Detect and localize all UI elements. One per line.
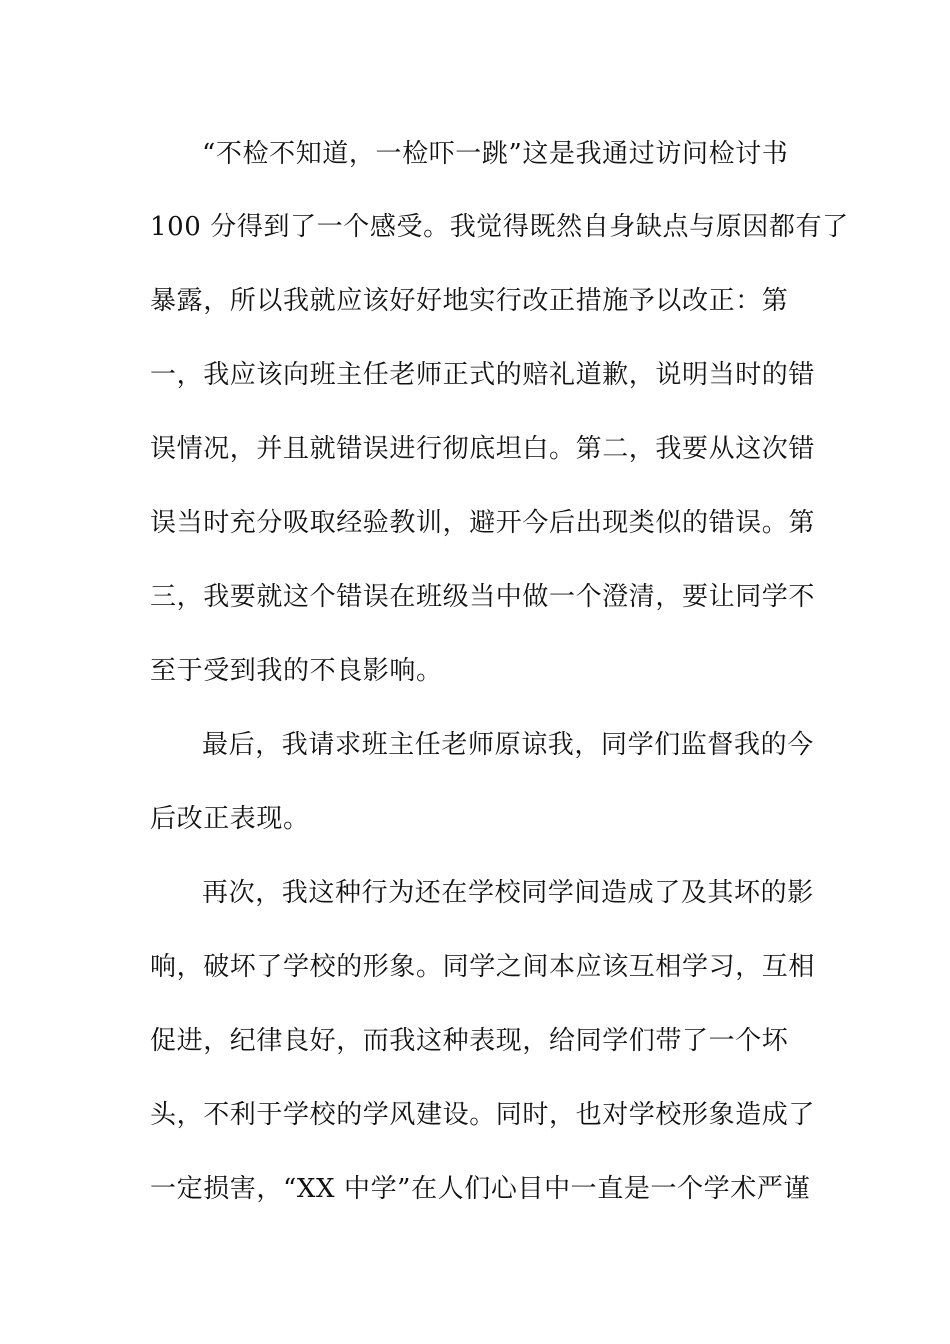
paragraph-1-line-5: 误情况，并且就错误进行彻底坦白。第二，我要从这次错 <box>150 434 816 464</box>
paragraph-1-line-4: 一，我应该向班主任老师正式的赔礼道歉，说明当时的错 <box>150 360 816 390</box>
paragraph-1-line-7: 三，我要就这个错误在班级当中做一个澄清，要让同学不 <box>150 582 816 612</box>
paragraph-3-line-5: 一定损害，“XX 中学”在人们心目中一直是一个学术严谨 <box>150 1174 811 1204</box>
paragraph-1-line-2: 100 分得到了一个感受。我觉得既然自身缺点与原因都有了 <box>150 212 849 242</box>
paragraph-1-line-3: 暴露，所以我就应该好好地实行改正措施予以改正：第 <box>150 286 789 316</box>
paragraph-2-line-2: 后改正表现。 <box>150 804 310 834</box>
paragraph-1-line-1: “不检不知道，一检吓一跳”这是我通过访问检讨书 <box>202 139 789 169</box>
paragraph-1-line-8: 至于受到我的不良影响。 <box>150 656 443 686</box>
paragraph-2-line-1: 最后，我请求班主任老师原谅我，同学们监督我的今 <box>202 730 814 760</box>
paragraph-3-line-4: 头，不利于学校的学风建设。同时，也对学校形象造成了 <box>150 1100 816 1130</box>
paragraph-3-line-2: 响，破坏了学校的形象。同学之间本应该互相学习，互相 <box>150 952 816 982</box>
paragraph-3-line-3: 促进，纪律良好，而我这种表现，给同学们带了一个坏 <box>150 1026 789 1056</box>
paragraph-3-line-1: 再次，我这种行为还在学校同学间造成了及其坏的影 <box>202 878 814 908</box>
paragraph-1-line-6: 误当时充分吸取经验教训，避开今后出现类似的错误。第 <box>150 508 816 538</box>
